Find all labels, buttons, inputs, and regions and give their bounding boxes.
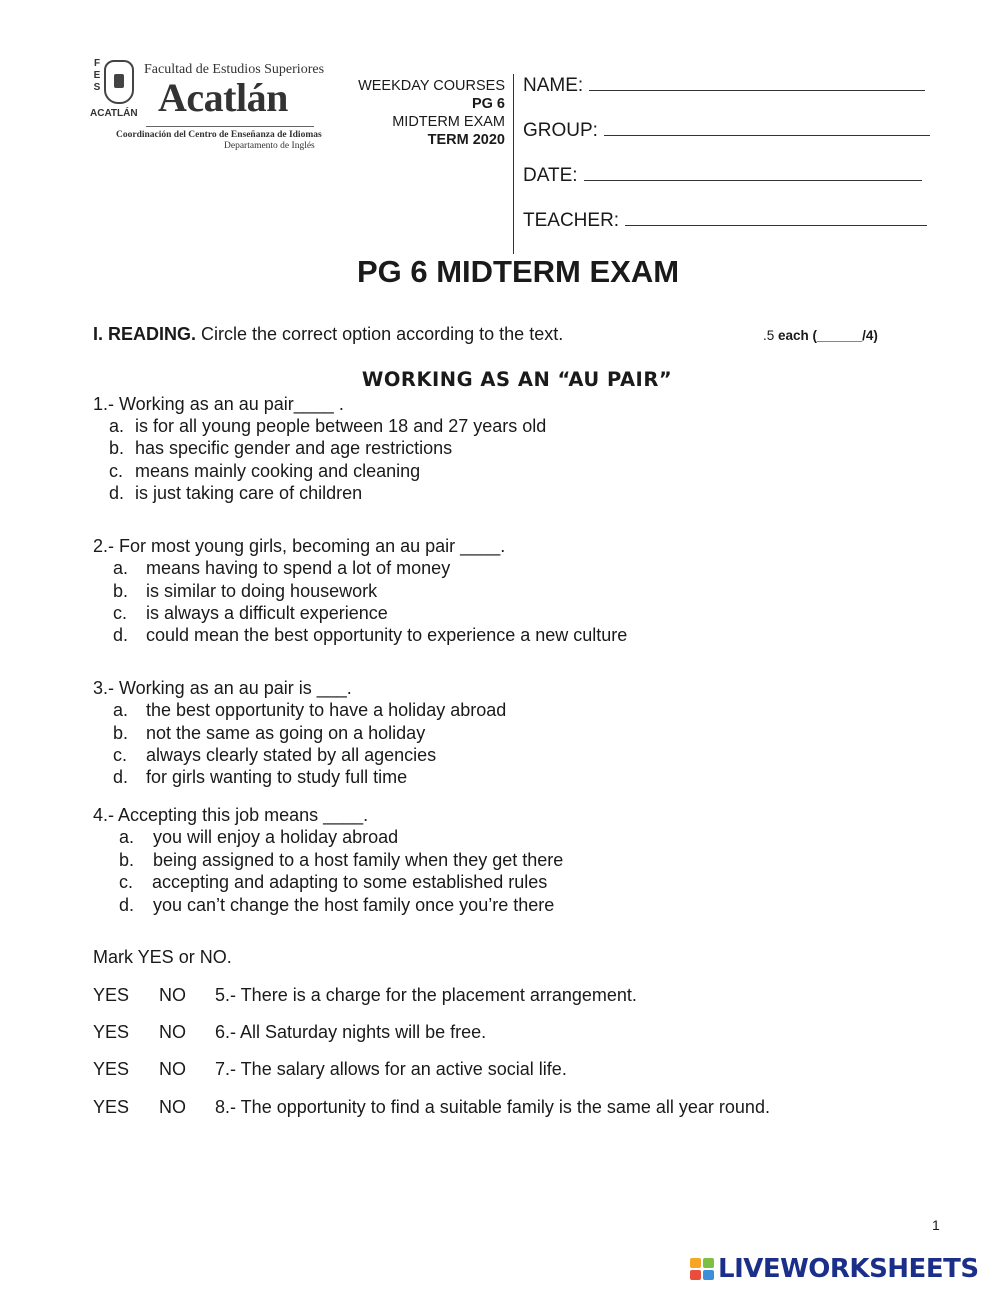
option-letter: a.: [109, 416, 125, 436]
statement-text: 5.- There is a charge for the placement arrangement.: [215, 985, 637, 1005]
no-option[interactable]: NO: [159, 1059, 186, 1079]
logo-department: Departamento de Inglés: [224, 141, 315, 151]
exam-type: MIDTERM EXAM: [392, 114, 505, 130]
yes-option[interactable]: YES: [93, 1097, 130, 1117]
logo-acatlan: Acatlán: [158, 75, 288, 120]
fes-letters: [90, 58, 104, 94]
score-prefix: .5: [763, 328, 775, 343]
course-info: [358, 77, 505, 149]
option-text: has specific gender and age restrictions: [135, 438, 453, 458]
statement-text: 6.- All Saturday nights will be free.: [215, 1022, 487, 1042]
option-letter: a.: [119, 827, 135, 847]
question-3-option-b[interactable]: [113, 723, 425, 744]
option-text: you can’t change the host family once you’re there: [153, 895, 555, 915]
yes-no-instruction: Mark YES or NO.: [93, 947, 232, 967]
teacher-blank[interactable]: [625, 224, 927, 226]
question-2-option-d[interactable]: [113, 625, 627, 646]
yes-no-item-8: [93, 1097, 853, 1119]
question-1-option-c[interactable]: [109, 461, 420, 482]
option-letter: b.: [113, 581, 129, 601]
option-letter: c.: [119, 872, 134, 892]
date-label: DATE:: [523, 165, 578, 186]
option-letter: c.: [109, 461, 124, 481]
yes-option[interactable]: YES: [93, 985, 130, 1005]
option-letter: c.: [113, 603, 128, 623]
unam-crest-icon: [104, 60, 134, 104]
option-text: is similar to doing housework: [146, 581, 378, 601]
question-3-stem: 3.- Working as an au pair is ___.: [93, 678, 352, 698]
instruction-text: Circle the correct option according to the text.: [201, 324, 564, 344]
score-box: [763, 328, 878, 343]
question-2-option-a[interactable]: [113, 558, 450, 579]
option-letter: d.: [119, 895, 135, 915]
option-text: is always a difficult experience: [146, 603, 388, 623]
liveworksheets-wordmark: LIVEWORKSHEETS: [718, 1254, 979, 1284]
question-3-option-c[interactable]: [113, 745, 436, 766]
liveworksheets-logo-icon: [690, 1258, 716, 1280]
yes-option[interactable]: YES: [93, 1059, 130, 1079]
option-text: you will enjoy a holiday abroad: [153, 827, 399, 847]
question-1-option-a[interactable]: [109, 416, 546, 437]
header-divider: [513, 74, 514, 254]
option-text: being assigned to a host family when they get there: [153, 850, 564, 870]
question-1-stem: 1.- Working as an au pair____ .: [93, 394, 344, 414]
option-text: for girls wanting to study full time: [146, 767, 408, 787]
logo-acatlan-small: ACATLÁN: [90, 108, 138, 119]
statement-text: 8.- The opportunity to find a suitable family is the same all year round.: [215, 1097, 770, 1117]
fes-letter-f: F: [93, 58, 101, 69]
statement-text: 7.- The salary allows for an active social life.: [215, 1059, 567, 1079]
logo-faculty-name: Facultad de Estudios Superiores: [144, 62, 325, 77]
fes-letter-s: S: [93, 82, 101, 93]
option-letter: a.: [113, 558, 129, 578]
course-term: TERM 2020: [427, 132, 505, 148]
no-option[interactable]: NO: [159, 1022, 186, 1042]
option-text: could mean the best opportunity to experience a new culture: [146, 625, 628, 645]
yes-no-item-6: [93, 1022, 853, 1044]
score-bold: each (______/4): [778, 328, 878, 343]
yes-no-item-5: [93, 985, 853, 1007]
option-text: is just taking care of children: [135, 483, 363, 503]
name-blank[interactable]: [589, 89, 925, 91]
course-level: PG 6: [471, 96, 505, 112]
teacher-label: TEACHER:: [523, 210, 620, 231]
option-letter: d.: [113, 767, 129, 787]
option-text: the best opportunity to have a holiday abroad: [146, 700, 507, 720]
no-option[interactable]: NO: [159, 985, 186, 1005]
option-letter: c.: [113, 745, 128, 765]
name-label: NAME:: [523, 75, 584, 96]
name-field[interactable]: [523, 75, 925, 97]
question-3-option-d[interactable]: [113, 767, 407, 788]
question-3-option-a[interactable]: [113, 700, 506, 721]
option-text: not the same as going on a holiday: [146, 723, 426, 743]
logo-coordination: Coordinación del Centro de Enseñanza de Idiomas: [116, 130, 322, 140]
question-2-option-c[interactable]: [113, 603, 388, 624]
question-4-stem: 4.- Accepting this job means ____.: [93, 805, 369, 825]
question-4-option-b[interactable]: [119, 850, 563, 871]
option-letter: a.: [113, 700, 129, 720]
option-text: is for all young people between 18 and 27 years old: [135, 416, 547, 436]
group-field[interactable]: [523, 120, 930, 142]
question-1-option-b[interactable]: [109, 438, 452, 459]
question-4-option-d[interactable]: [119, 895, 554, 916]
question-4-option-c[interactable]: [119, 872, 547, 893]
question-4-option-a[interactable]: [119, 827, 398, 848]
option-letter: b.: [119, 850, 135, 870]
option-letter: d.: [113, 625, 129, 645]
option-letter: b.: [113, 723, 129, 743]
fes-letter-e: E: [93, 70, 101, 81]
logo-divider: [146, 126, 314, 127]
option-text: means mainly cooking and cleaning: [135, 461, 421, 481]
option-text: means having to spend a lot of money: [146, 558, 451, 578]
exam-title: PG 6 MIDTERM EXAM: [356, 254, 680, 289]
group-blank[interactable]: [604, 134, 930, 136]
group-label: GROUP:: [523, 120, 598, 141]
no-option[interactable]: NO: [159, 1097, 186, 1117]
page-number: 1: [932, 1217, 940, 1233]
section-instruction: [93, 324, 563, 345]
option-text: accepting and adapting to some established rules: [152, 872, 548, 892]
question-1-option-d[interactable]: [109, 483, 362, 504]
date-field[interactable]: [523, 165, 922, 187]
option-text: always clearly stated by all agencies: [146, 745, 437, 765]
yes-no-item-7: [93, 1059, 853, 1081]
question-2-option-b[interactable]: [113, 581, 377, 602]
option-letter: b.: [109, 438, 125, 458]
teacher-field[interactable]: [523, 210, 927, 232]
date-blank[interactable]: [584, 179, 922, 181]
course-type: WEEKDAY COURSES: [358, 78, 505, 94]
passage-title: WORKING AS AN “AU PAIR”: [361, 368, 673, 391]
section-label: I. READING.: [93, 324, 197, 344]
option-letter: d.: [109, 483, 125, 503]
yes-option[interactable]: YES: [93, 1022, 130, 1042]
faculty-logo: [90, 58, 325, 158]
question-2-stem: 2.- For most young girls, becoming an au pair ____.: [93, 536, 506, 556]
